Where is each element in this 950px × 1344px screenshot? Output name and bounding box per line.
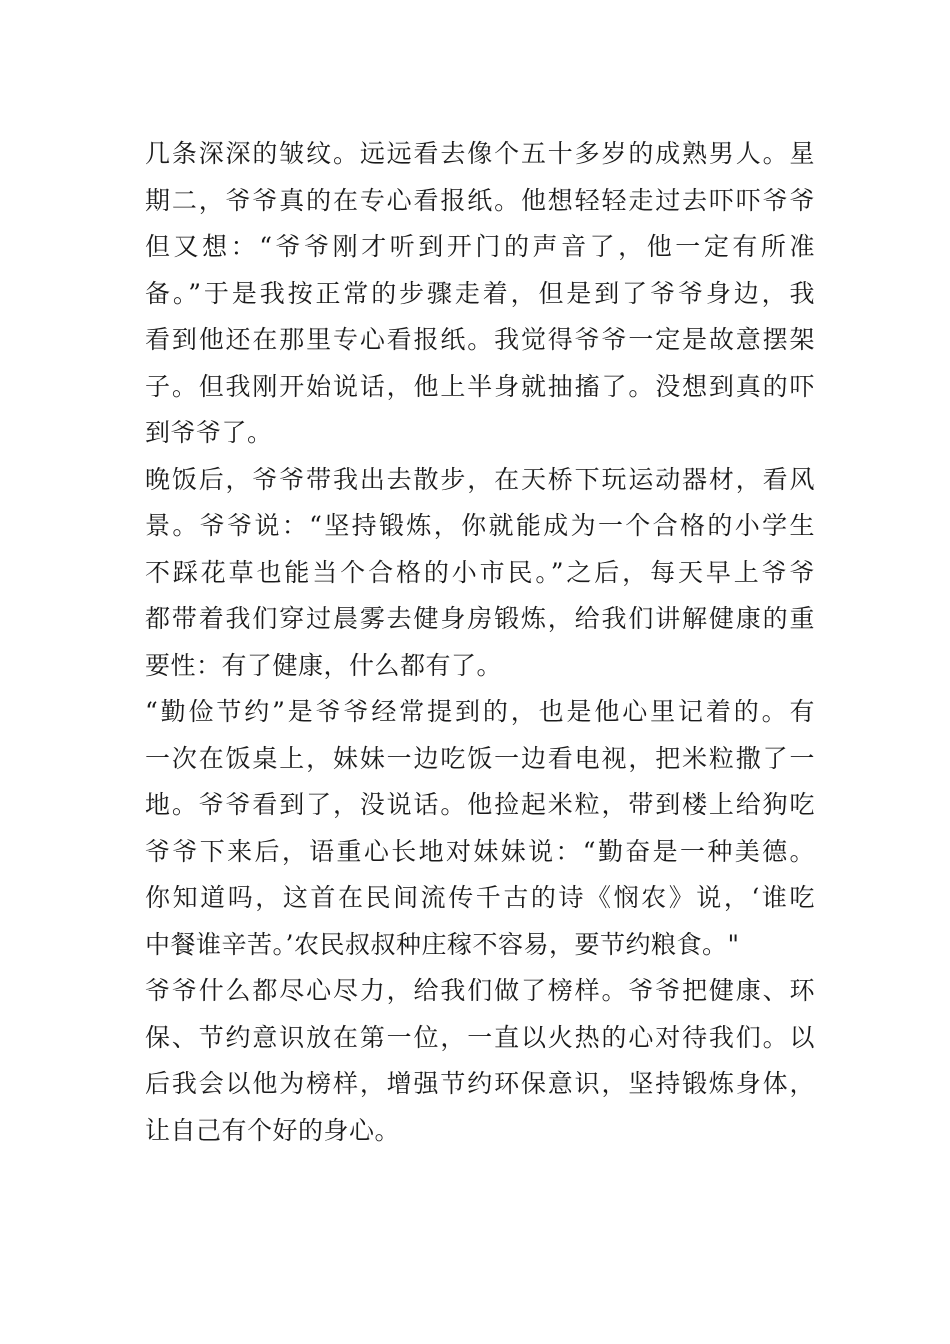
text-line: 要性：有了健康，什么都有了。 [145, 650, 503, 680]
text-line: 备。”于是我按正常的步骤走着，但是到了爷爷身边，我 [145, 278, 815, 308]
text-line: “勤俭节约”是爷爷经常提到的，也是他心里记着的。有 [145, 697, 815, 726]
text-line: 都带着我们穿过晨雾去健身房锻炼，给我们讲解健康的重 [145, 604, 815, 633]
text-line: 不踩花草也能当个合格的小市民。”之后，每天早上爷爷 [145, 557, 815, 587]
text-line: 看到他还在那里专心看报纸。我觉得爷爷一定是故意摆架 [145, 325, 815, 354]
text-line: 景。爷爷说：“坚持锻炼，你就能成为一个合格的小学生 [145, 511, 815, 540]
text-line: 爷爷什么都尽心尽力，给我们做了榜样。爷爷把健康、环 [145, 976, 815, 1005]
text-line: 一次在饭桌上，妹妹一边吃饭一边看电视，把米粒撒了一 [145, 743, 815, 773]
text-line: 子。但我刚开始说话，他上半身就抽搐了。没想到真的吓 [145, 371, 815, 401]
text-line: 几条深深的皱纹。远远看去像个五十多岁的成熟男人。星 [145, 139, 815, 168]
text-line: 爷爷下来后，语重心长地对妹妹说：“勤奋是一种美德。 [145, 836, 815, 866]
text-line: 期二，爷爷真的在专心看报纸。他想轻轻走过去吓吓爷爷 [145, 185, 815, 215]
text-line: 后我会以他为榜样，增强节约环保意识，坚持锻炼身体， [145, 1069, 815, 1098]
text-line: 你知道吗，这首在民间流传千古的诗《悯农》说，‘谁吃 [145, 883, 815, 912]
text-line: 地。爷爷看到了，没说话。他捡起米粒，带到楼上给狗吃 [145, 790, 815, 819]
text-line: 晚饭后，爷爷带我出去散步，在天桥下玩运动器材，看风 [145, 464, 815, 494]
text-line: 保、节约意识放在第一位，一直以火热的心对待我们。以 [145, 1022, 815, 1052]
text-line: 中餐谁辛苦。’农民叔叔种庄稼不容易，要节约粮食。" [145, 929, 740, 959]
text-line: 到爷爷了。 [145, 418, 273, 447]
text-line: 但又想：“爷爷刚才听到开门的声音了，他一定有所准 [145, 232, 815, 261]
body-text [145, 131, 815, 1154]
text-line: 让自己有个好的身心。 [145, 1115, 401, 1145]
